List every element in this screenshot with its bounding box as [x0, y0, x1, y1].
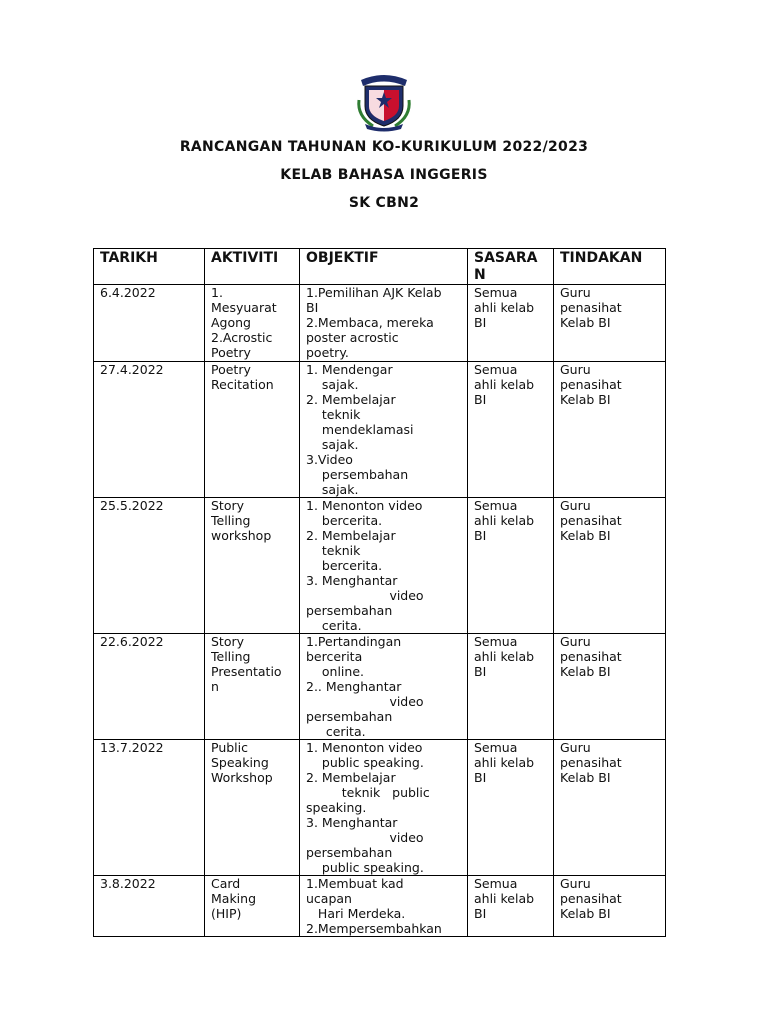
cell-line: Poetry — [211, 362, 251, 377]
cell-line: 3.Video — [306, 452, 353, 467]
table-header-row — [94, 249, 666, 285]
cell-line: poetry. — [306, 345, 349, 360]
cell-line: 2.Mempersembahkan — [306, 921, 442, 936]
cell-line: Kelab BI — [560, 770, 611, 785]
cell-line: BI — [306, 300, 319, 315]
plan-table — [93, 248, 666, 937]
cell-sasaran — [468, 634, 554, 740]
col-header-tarikh: TARIKH — [94, 249, 205, 285]
table-row — [94, 740, 666, 876]
cell-sasaran — [468, 285, 554, 362]
cell-line: Kelab BI — [560, 664, 611, 679]
cell-line: sajak. — [306, 437, 359, 452]
cell-line: Semua — [474, 285, 518, 300]
table-row — [94, 285, 666, 362]
cell-line: 6.4.2022 — [100, 285, 156, 300]
cell-line: 3. Menghantar — [306, 815, 398, 830]
cell-line: poster acrostic — [306, 330, 399, 345]
cell-line: 1. Mendengar — [306, 362, 393, 377]
cell-line: Kelab BI — [560, 392, 611, 407]
cell-tarikh — [94, 362, 205, 498]
cell-tarikh — [94, 285, 205, 362]
cell-line: teknik — [306, 543, 361, 558]
cell-line: 1.Membuat kad — [306, 876, 404, 891]
cell-line: Guru — [560, 876, 591, 891]
document-title: RANCANGAN TAHUNAN KO-KURIKULUM 2022/2023 — [179, 139, 589, 155]
table-row — [94, 876, 666, 937]
cell-line: Telling — [211, 649, 251, 664]
cell-line: 2. Membelajar — [306, 770, 396, 785]
cell-tindakan — [554, 362, 666, 498]
cell-line: 3.8.2022 — [100, 876, 156, 891]
cell-line: bercerita. — [306, 513, 383, 528]
table-row — [94, 634, 666, 740]
cell-line: persembahan — [306, 603, 393, 618]
cell-objektif — [300, 740, 468, 876]
cell-objektif — [300, 634, 468, 740]
cell-sasaran — [468, 876, 554, 937]
cell-line: Card — [211, 876, 241, 891]
cell-line: Kelab BI — [560, 528, 611, 543]
cell-aktiviti — [205, 876, 300, 937]
cell-line: video — [306, 588, 424, 603]
cell-line: BI — [474, 528, 487, 543]
cell-line: BI — [474, 315, 487, 330]
cell-line: ahli kelab — [474, 649, 535, 664]
cell-line: ahli kelab — [474, 891, 535, 906]
cell-tarikh — [94, 498, 205, 634]
club-name: KELAB BAHASA INGGERIS — [280, 167, 488, 183]
cell-line: (HIP) — [211, 906, 242, 921]
cell-line: 1. Menonton video — [306, 498, 423, 513]
cell-tindakan — [554, 740, 666, 876]
cell-tarikh — [94, 634, 205, 740]
cell-line: penasihat — [560, 513, 622, 528]
cell-aktiviti — [205, 285, 300, 362]
cell-line: 2.. Menghantar — [306, 679, 402, 694]
cell-line: penasihat — [560, 377, 622, 392]
cell-tindakan — [554, 634, 666, 740]
cell-line: persembahan — [306, 467, 409, 482]
cell-line: Guru — [560, 498, 591, 513]
cell-line: video — [306, 830, 424, 845]
cell-tindakan — [554, 498, 666, 634]
cell-line: sajak. — [306, 377, 359, 392]
cell-line: Story — [211, 634, 245, 649]
cell-aktiviti — [205, 498, 300, 634]
cell-line: mendeklamasi — [306, 422, 414, 437]
cell-line: BI — [474, 770, 487, 785]
col-header-tindakan: TINDAKAN — [554, 249, 666, 285]
cell-line: 22.6.2022 — [100, 634, 164, 649]
cell-line: cerita. — [306, 724, 366, 739]
cell-line: ahli kelab — [474, 377, 535, 392]
cell-line: Semua — [474, 362, 518, 377]
school-name: SK CBN2 — [348, 195, 420, 211]
cell-line: 3. Menghantar — [306, 573, 398, 588]
cell-objektif — [300, 285, 468, 362]
cell-line: teknik public — [306, 785, 430, 800]
cell-aktiviti — [205, 740, 300, 876]
cell-line: Semua — [474, 740, 518, 755]
cell-line: Agong — [211, 315, 251, 330]
cell-line: Guru — [560, 285, 591, 300]
cell-line: 2. Membelajar — [306, 392, 396, 407]
cell-line: bercerita. — [306, 558, 383, 573]
cell-line: penasihat — [560, 649, 622, 664]
cell-line: public speaking. — [306, 860, 424, 875]
cell-line: Guru — [560, 740, 591, 755]
school-crest-logo — [355, 70, 413, 132]
cell-line: persembahan — [306, 845, 393, 860]
cell-line: 13.7.2022 — [100, 740, 164, 755]
cell-line: online. — [306, 664, 364, 679]
col-header-objektif: OBJEKTIF — [300, 249, 468, 285]
cell-line: ahli kelab — [474, 513, 535, 528]
cell-line: 27.4.2022 — [100, 362, 164, 377]
cell-tarikh — [94, 740, 205, 876]
cell-line: Story — [211, 498, 245, 513]
cell-line: penasihat — [560, 755, 622, 770]
cell-line: sajak. — [306, 482, 359, 497]
table-row — [94, 362, 666, 498]
cell-objektif — [300, 498, 468, 634]
cell-line: ucapan — [306, 891, 352, 906]
cell-line: Workshop — [211, 770, 273, 785]
cell-line: BI — [474, 906, 487, 921]
cell-line: ahli kelab — [474, 755, 535, 770]
cell-objektif — [300, 876, 468, 937]
cell-objektif — [300, 362, 468, 498]
cell-line: 1. Menonton video — [306, 740, 423, 755]
cell-line: Telling — [211, 513, 251, 528]
cell-aktiviti — [205, 362, 300, 498]
cell-tarikh — [94, 876, 205, 937]
cell-line: Kelab BI — [560, 906, 611, 921]
cell-line: Public — [211, 740, 248, 755]
cell-line: cerita. — [306, 618, 362, 633]
cell-line: penasihat — [560, 891, 622, 906]
cell-line: public speaking. — [306, 755, 424, 770]
cell-line: ahli kelab — [474, 300, 535, 315]
cell-line: speaking. — [306, 800, 367, 815]
cell-line: 1.Pertandingan — [306, 634, 402, 649]
col-header-aktiviti: AKTIVITI — [205, 249, 300, 285]
cell-line: 1. — [211, 285, 223, 300]
col-header-sasaran: SASARA N — [468, 249, 554, 285]
cell-line: Semua — [474, 634, 518, 649]
cell-tindakan — [554, 876, 666, 937]
cell-line: 2.Membaca, mereka — [306, 315, 434, 330]
cell-line: n — [211, 679, 219, 694]
cell-line: Guru — [560, 362, 591, 377]
cell-line: penasihat — [560, 300, 622, 315]
cell-line: Semua — [474, 498, 518, 513]
cell-line: Recitation — [211, 377, 274, 392]
cell-line: persembahan — [306, 709, 393, 724]
cell-line: Mesyuarat — [211, 300, 277, 315]
cell-line: 2.Acrostic — [211, 330, 273, 345]
cell-tindakan — [554, 285, 666, 362]
cell-line: bercerita — [306, 649, 363, 664]
cell-line: video — [306, 694, 424, 709]
cell-line: Semua — [474, 876, 518, 891]
cell-line: teknik — [306, 407, 361, 422]
cell-line: BI — [474, 392, 487, 407]
cell-line: workshop — [211, 528, 272, 543]
cell-line: Speaking — [211, 755, 269, 770]
cell-line: 2. Membelajar — [306, 528, 396, 543]
table-row — [94, 498, 666, 634]
cell-line: Making — [211, 891, 257, 906]
cell-sasaran — [468, 498, 554, 634]
cell-line: BI — [474, 664, 487, 679]
cell-sasaran — [468, 740, 554, 876]
cell-aktiviti — [205, 634, 300, 740]
cell-line: 1.Pemilihan AJK Kelab — [306, 285, 442, 300]
cell-line: 25.5.2022 — [100, 498, 164, 513]
cell-line: Presentatio — [211, 664, 282, 679]
cell-line: Guru — [560, 634, 591, 649]
cell-line: Poetry — [211, 345, 251, 360]
cell-line: Kelab BI — [560, 315, 611, 330]
cell-line: Hari Merdeka. — [306, 906, 406, 921]
cell-sasaran — [468, 362, 554, 498]
